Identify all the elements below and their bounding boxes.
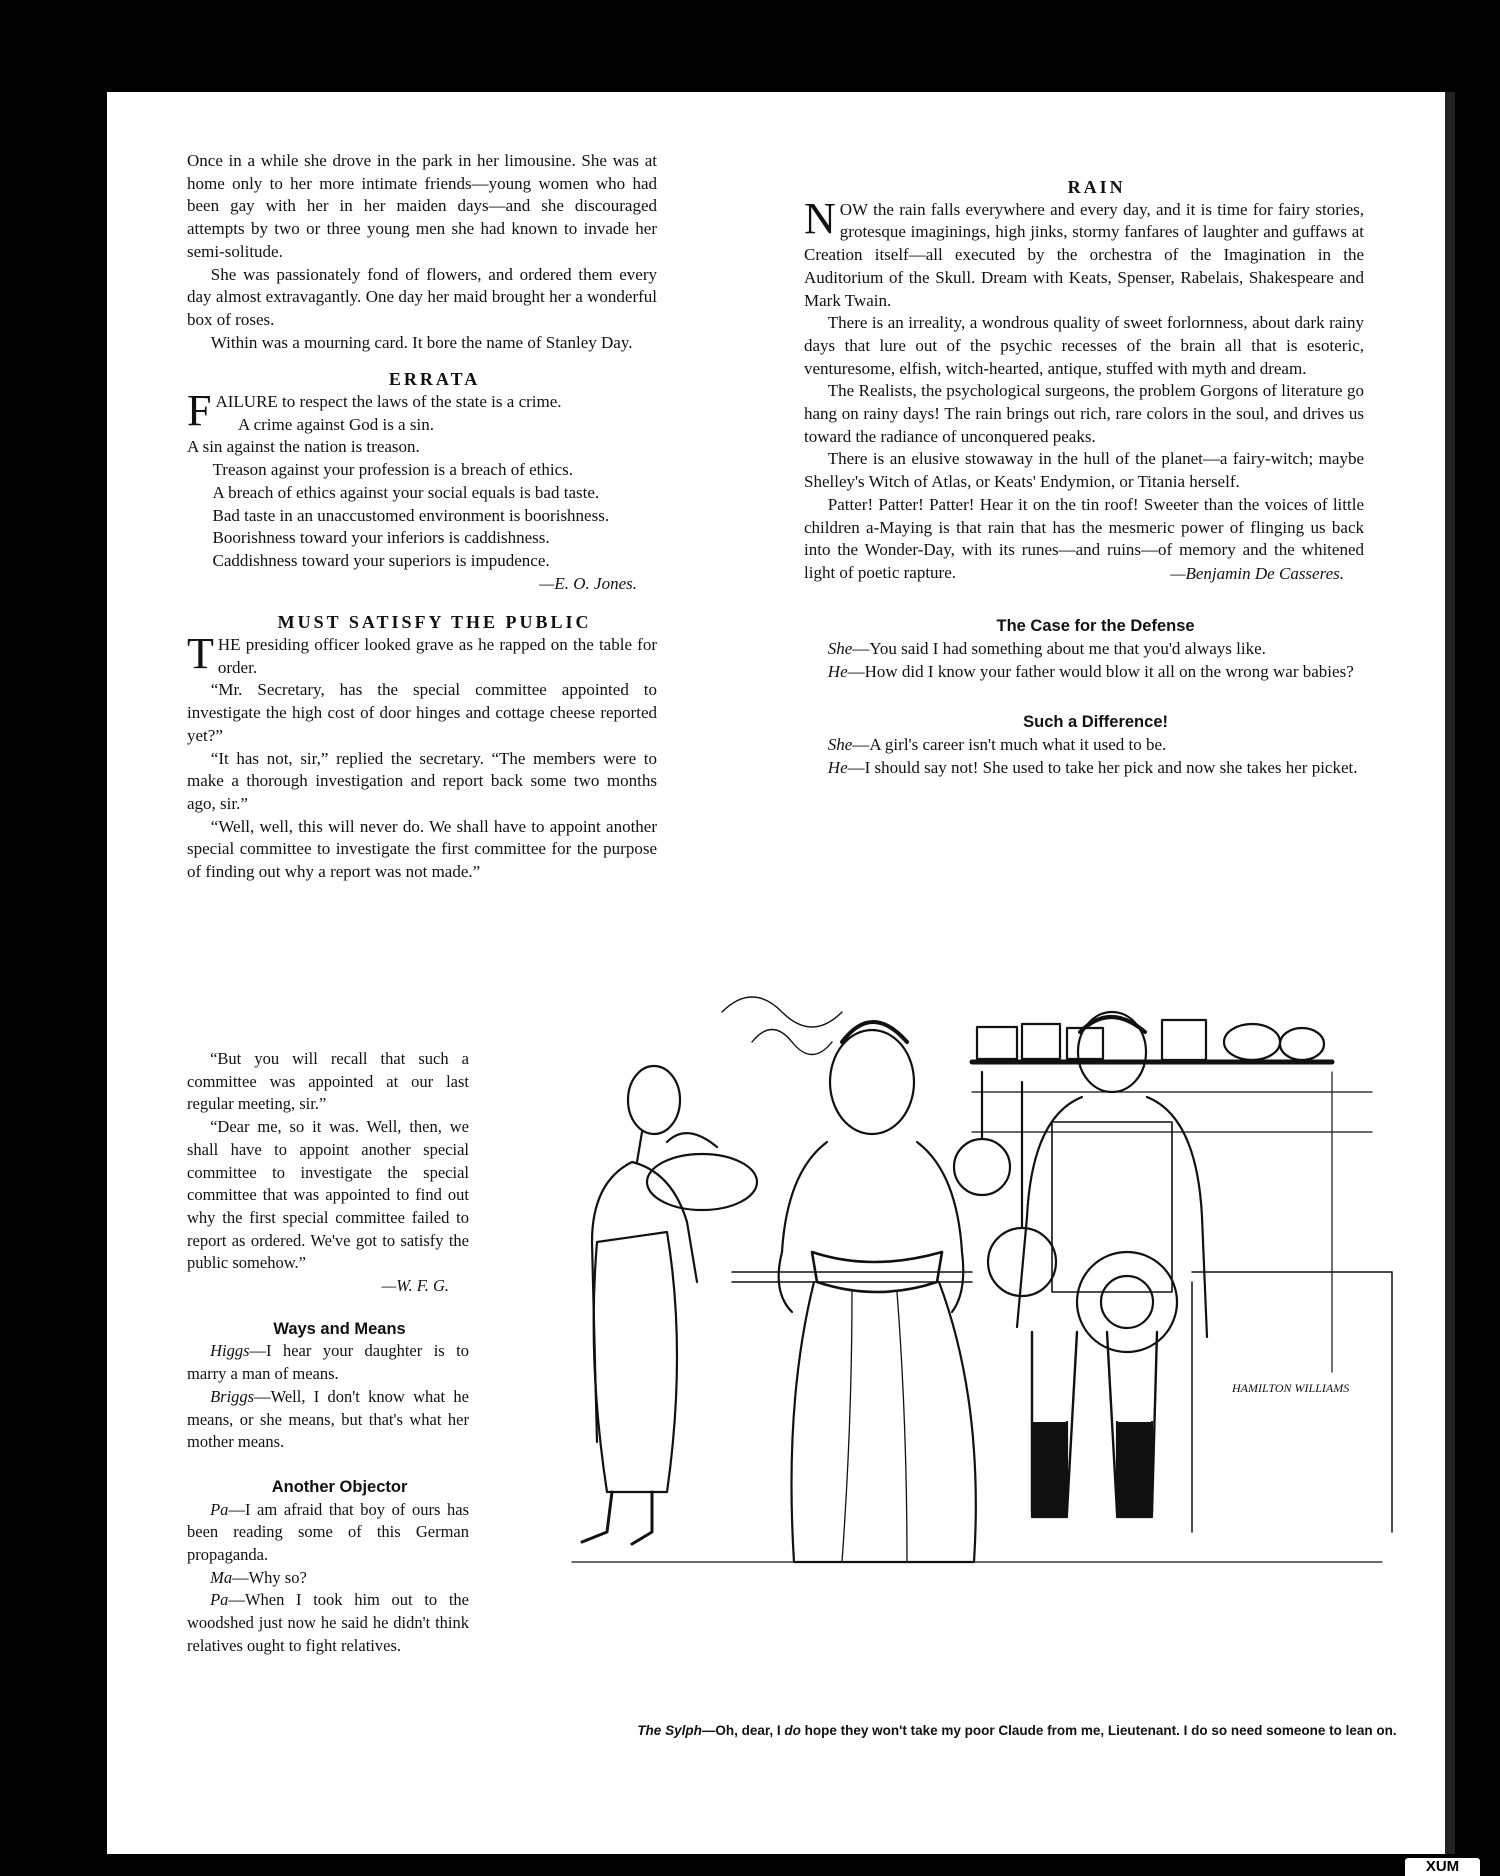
cartoon-caption <box>627 1722 1407 1739</box>
corner-tag: XUM <box>1405 1858 1480 1876</box>
caption-text: —Oh, dear, I <box>701 1723 781 1738</box>
must-satisfy-signature: —W. F. G. <box>381 1276 449 1296</box>
drop-cap: N <box>804 193 836 243</box>
site-watermark: comicbooks.com <box>1225 1812 1446 1842</box>
kitchen-cartoon-illustration <box>552 972 1402 1637</box>
caption-speaker: The Sylph <box>637 1723 702 1738</box>
must-satisfy-paragraph: “Well, well, this will never do. We shall have to appoint another special committee to investigate the first committee for the purpose of finding out why a report was not made.” <box>187 816 657 882</box>
artist-signature: HAMILTON WILLIAMS <box>1232 1381 1350 1395</box>
rain-title: RAIN <box>1067 177 1126 197</box>
speaker: Higgs <box>210 1341 250 1361</box>
errata-line: AILURE to respect the laws of the state is a crime. <box>215 392 562 412</box>
errata-line: Boorishness toward your inferiors is caddishness. <box>212 528 550 548</box>
errata-line: A crime against God is a sin. <box>238 414 434 434</box>
errata-line: Bad taste in an unaccustomed environment is boorishness. <box>212 505 610 525</box>
must-satisfy-first: HE presiding officer looked grave as he rapped on the table for order. <box>217 635 657 677</box>
ways-means-title: Ways and Means <box>273 1319 406 1338</box>
page-gutter <box>1445 92 1455 1854</box>
rain-paragraph: Patter! Patter! Patter! Hear it on the tin roof! Sweeter than the voices of little children a-Maying is that rain that has the mesmeric power of flinging us back into the Wonder-Day, with its runes—and ruins—of memory and the whitened light of poetic rapture. <box>804 494 1364 582</box>
must-satisfy-paragraph: “But you will recall that such a committee was appointed at our last regular meeting, sir.” <box>187 1049 469 1114</box>
rain-signature: —Benjamin De Casseres. <box>1170 563 1344 583</box>
story-paragraph: Once in a while she drove in the park in her limousine. She was at home only to her more intimate friends—young women who had been gay with her in her maiden days—and she discouraged attempts by two or three young men she had known to invade her semi-solitude. <box>187 151 657 261</box>
rain-paragraph: There is an irreality, a wondrous quality of sweet forlornness, about dark rainy days that lure out of the psychic recesses of the brain all that is esoteric, venturesome, elfish, witch-hearted, antique, stuffed with myth and dream. <box>804 313 1364 378</box>
errata-signature: —E. O. Jones. <box>539 573 637 593</box>
errata-line: Caddishness toward your superiors is impudence. <box>212 550 550 570</box>
right-column <box>804 176 1364 780</box>
another-objector-title: Another Objector <box>271 1477 408 1496</box>
errata-line: A sin against the nation is treason. <box>187 437 420 457</box>
must-satisfy-paragraph: “It has not, sir,” replied the secretary. “The members were to make a thorough investigation and report back some two months ago, sir.” <box>187 748 657 813</box>
dialogue-line: —Well, I don't know what he means, or she means, but that's what her mother means. <box>187 1386 469 1452</box>
defense-title: The Case for the Defense <box>996 617 1195 636</box>
magazine-page <box>107 92 1455 1854</box>
caption-emphasis: do <box>784 1723 801 1738</box>
dialogue-line: —When I took him out to the woodshed just now he said he didn't think relatives ought to fight relatives. <box>187 1590 469 1655</box>
speaker: Briggs <box>210 1386 255 1406</box>
errata-line: A breach of ethics against your social equals is bad taste. <box>212 482 600 502</box>
dialogue-line: —I hear your daughter is to marry a man of means. <box>187 1341 469 1384</box>
left-column <box>187 150 657 884</box>
difference-title: Such a Difference! <box>1023 713 1168 732</box>
dialogue-line: —Why so? <box>232 1567 307 1587</box>
story-paragraph: Within was a mourning card. It bore the name of Stanley Day. <box>210 332 633 352</box>
speaker: She <box>827 735 853 755</box>
story-paragraph: She was passionately fond of flowers, and ordered them every day almost extravagantly. One day her maid brought her a wonderful box of roses. <box>187 264 657 329</box>
rain-paragraph: The Realists, the psychological surgeons, the problem Gorgons of literature go hang on rainy days! The rain brings out rich, rare colors in the soul, and drives us toward the radiance of unconquered peaks. <box>804 381 1364 446</box>
rain-first: OW the rain falls everywhere and every day, and it is time for fairy stories, grotesque imaginings, high jinks, stormy fanfares of laughter and guffaws at Creation itself—all executed by the orchestra of the Imagination in the Auditorium of the Skull. Dream with Keats, Spenser, Rabelais, Shakespeare and Mark Twain. <box>804 199 1364 310</box>
errata-title: ERRATA <box>388 369 481 390</box>
drop-cap: T <box>187 629 214 679</box>
dialogue-line: —A girl's career isn't much what it used to be. <box>852 735 1167 755</box>
left-narrow-column <box>187 1048 469 1658</box>
must-satisfy-paragraph: “Dear me, so it was. Well, then, we shall have to appoint another special committee to investigate the special committee that was appointed to find out why the first special committee failed to report as ordered. We've got to satisfy the public somehow.” <box>187 1117 469 1273</box>
dialogue-line: —How did I know your father would blow it all on the wrong war babies? <box>847 661 1354 681</box>
errata-line: Treason against your profession is a breach of ethics. <box>212 460 574 480</box>
speaker: He <box>827 757 848 777</box>
must-satisfy-title: MUST SATISFY THE PUBLIC <box>277 612 592 633</box>
speaker: He <box>827 661 848 681</box>
dialogue-line: —You said I had something about me that you'd always like. <box>852 639 1266 659</box>
speaker: Pa <box>210 1590 229 1610</box>
must-satisfy-paragraph: “Mr. Secretary, has the special committee appointed to investigate the high cost of door hinges and cottage cheese reported yet?” <box>187 680 657 745</box>
dialogue-line: —I am afraid that boy of ours has been reading some of this German propaganda. <box>187 1499 469 1565</box>
caption-text: hope they won't take my poor Claude from me, Lieutenant. I do so need someone to lean on. <box>804 1723 1397 1738</box>
dialogue-line: —I should say not! She used to take her pick and now she takes her picket. <box>847 757 1358 777</box>
speaker: She <box>827 639 853 659</box>
errata-poem <box>187 386 657 573</box>
speaker: Pa <box>210 1499 229 1519</box>
drop-cap: F <box>187 386 212 436</box>
rain-paragraph: There is an elusive stowaway in the hull of the planet—a fairy-witch; maybe Shelley's Witch of Atlas, or Keats' Endymion, or Titania herself. <box>804 449 1364 492</box>
speaker: Ma <box>210 1567 233 1587</box>
